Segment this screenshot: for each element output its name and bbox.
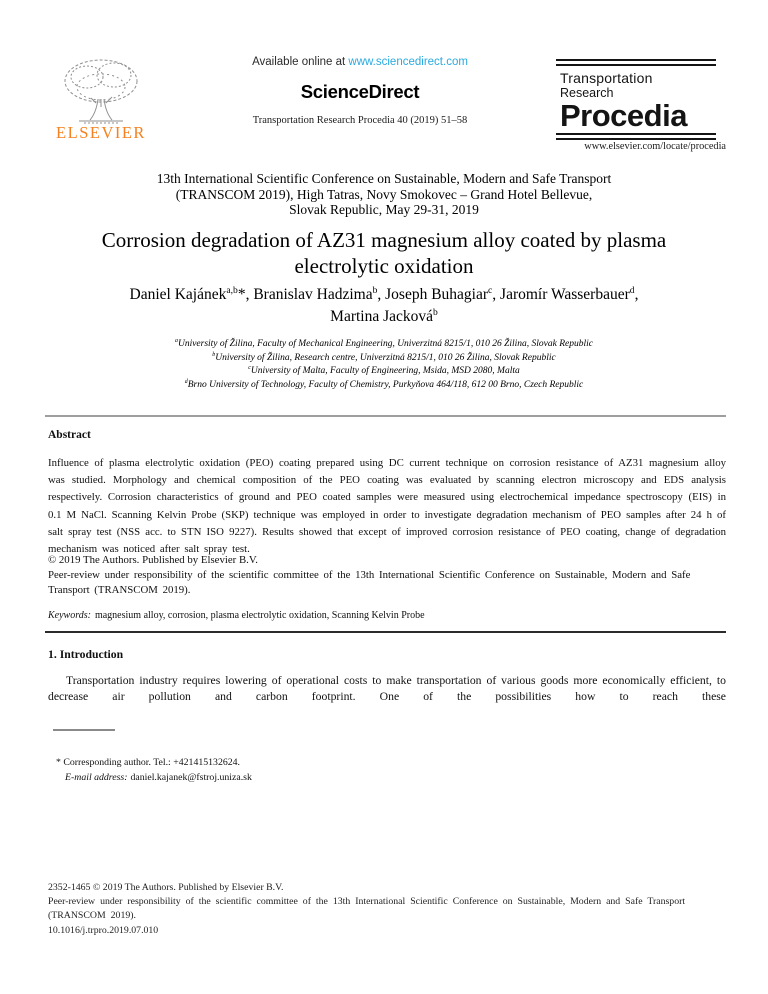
footnote-divider — [53, 729, 115, 731]
author-list — [0, 284, 768, 328]
copyright-block — [48, 553, 726, 598]
corresponding-author-footnote — [48, 756, 468, 785]
abstract-heading: Abstract — [48, 429, 91, 441]
affiliation: $^d$Brno University of Technology, Faculty of Chemistry, Purkyňova 464/118, 612 00 Brno, Czech Republic — [184, 378, 584, 390]
conference-heading — [4, 171, 764, 218]
peer-review-statement: Peer-review under responsibility of the scientific committee of the 13th International Scientific Conference on Sustainable, Modern and Safe Transport (TRANSCOM 2019). — [48, 569, 691, 596]
footer-doi: 10.1016/j.trpro.2019.07.010 — [48, 924, 159, 936]
procedia-bottom-rule — [556, 133, 716, 140]
affiliation: $^a$University of Žilina, Faculty of Mechanical Engineering, Univerzitná 8215/1, 010 26 Žilina, Slovak Republic — [175, 337, 593, 349]
author-affil-sup: c — [488, 284, 493, 296]
footnote-tel-line: * Corresponding author. Tel.: +421415132624. — [56, 757, 240, 768]
author: Branislav Hadzima$^b$, — [253, 284, 386, 303]
procedia-logo-line2: Research — [560, 86, 614, 100]
keywords-line — [48, 610, 726, 621]
procedia-url: www.elsevier.com/locate/procedia — [584, 141, 726, 152]
affiliation: $^b$University of Žilina, Research centre, Univerzitná 8215/1, 010 26 Žilina, Slovak Republic — [212, 351, 556, 363]
affiliation-list — [0, 338, 768, 392]
author-affil-sup: d — [629, 284, 635, 296]
conference-line-1: 13th International Scientific Conference on Sustainable, Modern and Safe Transport — [156, 171, 612, 186]
affiliation-sup: a — [175, 337, 178, 344]
header-center — [150, 56, 570, 126]
author-affil-sup: b — [372, 284, 378, 296]
affiliation-sup: c — [248, 364, 251, 371]
elsevier-wordmark: ELSEVIER — [56, 123, 146, 142]
elsevier-tree-icon — [51, 57, 151, 125]
author-affil-sup: b — [433, 306, 438, 318]
procedia-top-rule — [556, 59, 716, 66]
page-title — [0, 227, 768, 279]
abstract-top-divider — [45, 415, 726, 417]
keywords-label: Keywords: — [48, 610, 91, 621]
keywords-text: magnesium alloy, corrosion, plasma electrolytic oxidation, Scanning Kelvin Probe — [94, 610, 425, 621]
author: Daniel Kajánek$^{a,b}$*, — [129, 284, 254, 303]
elsevier-logo — [46, 57, 156, 143]
author: Martina Jacková$^b$ — [330, 306, 438, 325]
affiliation: $^c$University of Malta, Faculty of Engineering, Msida, MSD 2080, Malta — [248, 364, 520, 376]
footer-peer-review: Peer-review under responsibility of the scientific committee of the 13th International Scientific Conference on Sustainable, Modern and Safe Transport (TRANSCOM 2019). — [48, 896, 686, 922]
procedia-logo-line3: Procedia — [560, 98, 687, 133]
section-heading-introduction: 1. Introduction — [48, 648, 124, 661]
sciencedirect-link[interactable]: www.sciencedirect.com — [348, 56, 468, 68]
email-label: E-mail address: — [65, 771, 128, 783]
journal-reference: Transportation Research Procedia 40 (2019) 51–58 — [252, 115, 468, 126]
conference-line-2: (TRANSCOM 2019), High Tatras, Novy Smokovec – Grand Hotel Bellevue, — [175, 186, 593, 202]
author: Jaromír Wasserbauer$^d$, — [500, 284, 639, 303]
email-address: daniel.kajanek@fstroj.uniza.sk — [130, 771, 252, 783]
page-footer — [48, 881, 728, 938]
author-affil-sup: a,b — [226, 284, 238, 296]
introduction-paragraph: Transportation industry requires lowering of operational costs to make transportation of various goods more economically efficient, to decrease air pollution and carbon footprint. One of the possibilities how to reach these — [48, 674, 726, 703]
footer-issn-line: 2352-1465 © 2019 The Authors. Published by Elsevier B.V. — [48, 882, 284, 893]
footnote-email-line — [48, 771, 468, 786]
procedia-logo-line1: Transportation — [560, 70, 653, 86]
available-online-line — [150, 56, 570, 68]
keywords-bottom-divider — [45, 631, 726, 633]
author-line-2 — [0, 306, 768, 328]
available-online-text: Available online at — [252, 56, 346, 68]
author: Joseph Buhagiar$^c$, — [385, 284, 501, 303]
affiliation-sup: b — [212, 351, 216, 358]
sciencedirect-wordmark: ScienceDirect — [300, 81, 420, 102]
procedia-logo — [556, 59, 716, 140]
affiliation-sup: d — [184, 378, 188, 385]
conference-line-3: Slovak Republic, May 29-31, 2019 — [289, 202, 479, 217]
abstract-body: Influence of plasma electrolytic oxidation (PEO) coating prepared using DC current technique on corrosion resistance of AZ31 magnesium alloy was studied. Morphology and chemical composition of the PEO coating was evaluated by scanning electron microscopy and EDS analysis respectively. Corrosion characteristics of ground and PEO coated samples were measured using electrochemical impedance spectroscopy (EIS) in 0.1 M NaCl. Scanning Kelvin Probe (SKP) technique was employed in order to investigate degradation mechanism of PEO samples after 24 h of salt spray test (NSS acc. to STN ISO 9227). Results showed that except of improved corrosion resistance of PEO coating, change of degradation mechanism was noticed after salt spray test. — [48, 457, 726, 556]
title-line-1: Corrosion degradation of AZ31 magnesium alloy coated by plasma — [101, 228, 667, 252]
author-line-1 — [0, 284, 768, 306]
copyright-line: © 2019 The Authors. Published by Elsevier B.V. — [48, 554, 258, 566]
title-line-2: electrolytic oxidation — [294, 254, 474, 278]
